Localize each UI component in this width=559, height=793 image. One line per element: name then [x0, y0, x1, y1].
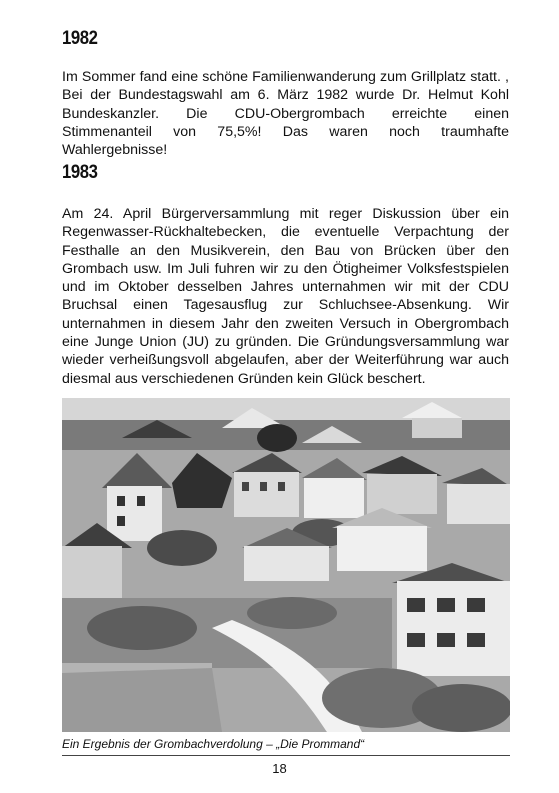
village-aerial-photo: [62, 398, 510, 732]
photo-caption: Ein Ergebnis der Grombachverdolung – „Die Prommand“: [62, 737, 365, 751]
page-number: 18: [272, 761, 287, 776]
footer-rule: [62, 755, 510, 756]
year-heading-1982: 1982: [62, 28, 98, 49]
paragraph-1982: Im Sommer fand eine schöne Familienwanderung zum Grillplatz statt. , Bei der Bundestagswahl am 6. März 1982 wurde Dr. Helmut Kohl Bundeskanzler. Die CDU-Obergrombach erreichte einen Stimmenanteil von 75,5%! Das waren noch traumhafte Wahlergebnisse!: [62, 69, 509, 159]
paragraph-1983: Am 24. April Bürgerversammlung mit reger Diskussion über ein Regenwasser-Rückhaltebecken, die eventuelle Verpachtung der Festhalle an den Musikverein, den Bau von Brücken über den Grombach usw. Im Juli fuhren wir zu den Ötigheimer Volksfestspielen und im Oktober desselben Jahres unternahmen wir mit der CDU Bruchsal einen Tagesausflug zur Schluchsee-Absenkung. Wir unternahmen in diesem Jahr den zweiten Versuch in Obergrombach eine Junge Union (JU) zu gründen. Die Gründungsversammlung war wieder verheißungsvoll abgelaufen, aber der Weiterführung war auch diesmal aus verschiedenen Gründen kein Glück beschert.: [62, 206, 509, 387]
year-heading-1983: 1983: [62, 162, 98, 183]
